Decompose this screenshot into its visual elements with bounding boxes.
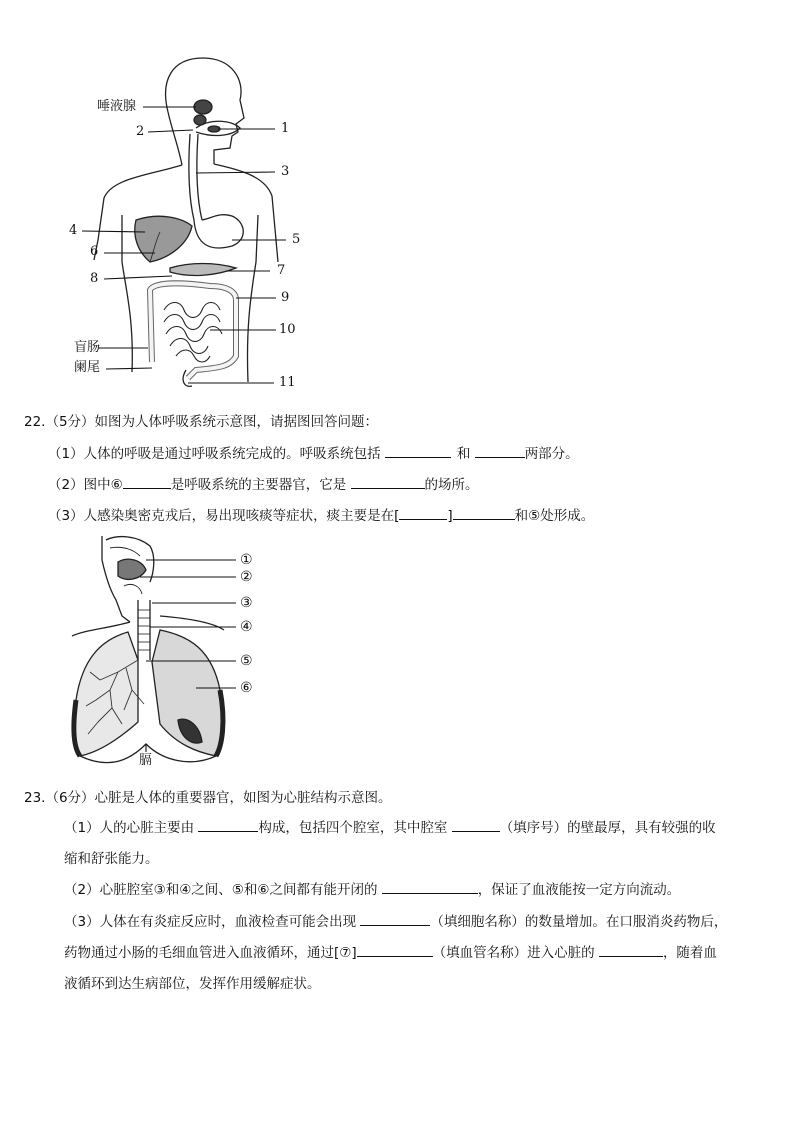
label-appendix: 阑尾 (74, 360, 101, 375)
q23-part1-line1: （1）人的心脏主要由 构成，包括四个腔室，其中腔室 （填序号）的壁最厚，具有较强的收 (64, 820, 716, 836)
label-10: 10 (279, 322, 296, 337)
label-circle-6: ⑥ (240, 680, 253, 696)
label-2: 2 (136, 124, 145, 139)
q23-part3-line2: 药物通过小肠的毛细血管进入血液循环，通过[⑦] （填血管名称）进入心脏的 ，随着血 (64, 945, 717, 961)
label-6: 6 (90, 244, 99, 259)
label-7: 7 (277, 263, 286, 278)
label-circle-4: ④ (240, 619, 253, 635)
label-diaphragm: 膈 (139, 753, 153, 768)
left-lung-shape (74, 632, 138, 756)
label-circle-5: ⑤ (240, 653, 253, 669)
label-salivary-gland: 唾液腺 (97, 99, 137, 114)
q23-blank-1[interactable] (198, 818, 258, 832)
q23-blank-2[interactable] (452, 818, 500, 832)
label-4: 4 (69, 223, 78, 238)
q22-part2: （2）图中⑥ 是呼吸系统的主要器官，它是 的场所。 (48, 477, 479, 493)
question-22-heading: 22.（5分）如图为人体呼吸系统示意图，请据图回答问题： (24, 414, 379, 430)
q23-part3-line1: （3）人体在有炎症反应时，血液检查可能会出现 （填细胞名称）的数量增加。在口服消炎药物后， (64, 914, 728, 930)
label-9: 9 (281, 290, 290, 305)
label-circle-1: ① (240, 552, 253, 568)
q23-blank-3[interactable] (382, 880, 478, 894)
label-circle-3: ③ (240, 595, 253, 611)
q23-part3-line3: 液循环到达生病部位，发挥作用缓解症状。 (64, 976, 321, 992)
q23-blank-4[interactable] (360, 912, 430, 926)
label-1: 1 (281, 121, 290, 136)
label-circle-2: ② (240, 569, 253, 585)
q23-blank-5[interactable] (357, 943, 433, 957)
q22-part3: （3）人感染奥密克戎后，易出现咳痰等症状，痰主要是在[ ] 和⑤处形成。 (48, 508, 595, 524)
q23-blank-6[interactable] (599, 943, 663, 957)
q22-part1: （1）人体的呼吸是通过呼吸系统完成的。呼吸系统包括 和 两部分。 (48, 446, 579, 462)
label-cecum: 盲肠 (74, 340, 101, 355)
label-5: 5 (292, 232, 301, 247)
label-8: 8 (90, 271, 99, 286)
q23-part1-line2: 缩和舒张能力。 (64, 851, 159, 867)
label-3: 3 (281, 164, 290, 179)
question-23-heading: 23.（6分）心脏是人体的重要器官，如图为心脏结构示意图。 (24, 790, 392, 806)
trachea-shape (138, 600, 150, 660)
q23-part2: （2）心脏腔室③和④之间、⑤和⑥之间都有能开闭的 ，保证了血液能按一定方向流动。 (64, 882, 681, 898)
label-11: 11 (279, 375, 296, 390)
